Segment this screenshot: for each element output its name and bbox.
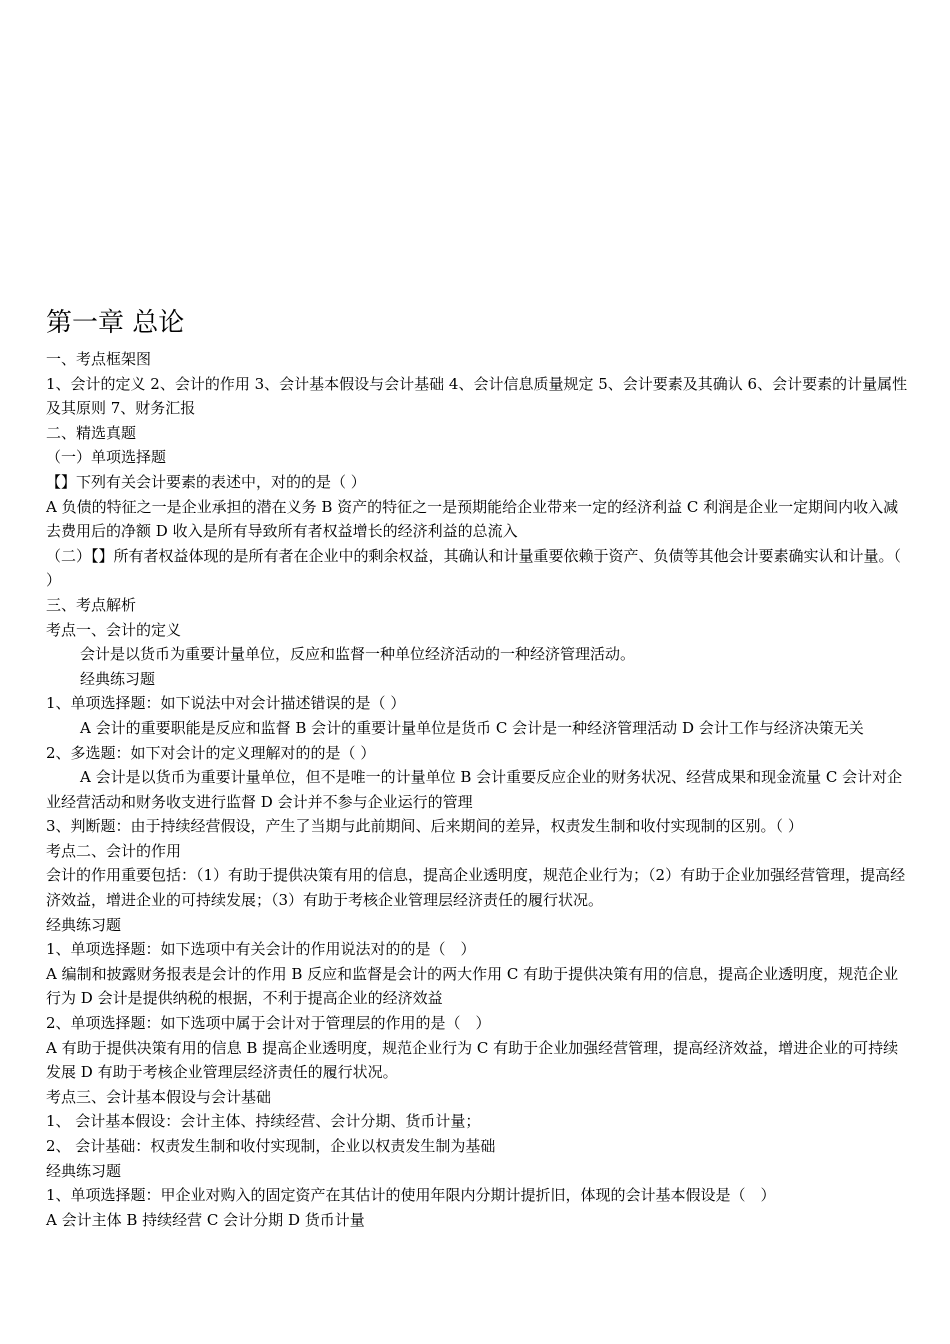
paragraph-line: 经典练习题: [80, 669, 156, 688]
chapter-title: 第一章 总论: [46, 308, 185, 338]
paragraph-line: 2、单项选择题：如下选项中属于会计对于管理层的作用的是（ ）: [46, 1014, 491, 1033]
paragraph-line: A 有助于提供决策有用的信息 B 提高企业透明度，规范企业行为 C 有助于企业加强经营管理，提高经济效益，增进企业的可持续发展 D 有助于考核企业管理层经济责任的履行状况。: [46, 1038, 899, 1082]
paragraph-line: 1、会计的定义 2、会计的作用 3、会计基本假设与会计基础 4、会计信息质量规定 5、会计要素及其确认 6、会计要素的计量属性及其原则 7、财务汇报: [46, 374, 908, 418]
paragraph-line: A 会计是以货币为重要计量单位，但不是唯一的计量单位 B 会计重要反应企业的财务状况、经营成果和现金流量 C 会计对企业经营活动和财务收支进行监督 D 会计并不参与企业运行的管理: [46, 768, 903, 811]
paragraph-line: 【】下列有关会计要素的表述中，对的的是（ ）: [46, 472, 366, 491]
paragraph-line: 3、判断题：由于持续经营假设，产生了当期与此前期间、后来期间的差异，权责发生制和收付实现制的区别。（ ）: [46, 817, 803, 836]
paragraph-line: 1、单项选择题：甲企业对购入的固定资产在其估计的使用年限内分期计提折旧，体现的会计基本假设是（ ）: [46, 1186, 776, 1205]
paragraph-line: （二）【】所有者权益体现的是所有者在企业中的剩余权益，其确认和计量重要依赖于资产、负债等其他会计要素确实认和计量。（ ）: [46, 546, 902, 590]
document-body: [46, 305, 908, 1232]
paragraph-line: A 会计主体 B 持续经营 C 会计分期 D 货币计量: [46, 1210, 365, 1229]
paragraph-list: [46, 347, 908, 1232]
paragraph-line: 一、考点框架图: [46, 350, 152, 368]
paragraph-line: 1、单项选择题：如下说法中对会计描述错误的是（ ）: [46, 694, 406, 713]
paragraph-line: 经典练习题: [46, 915, 122, 934]
paragraph-line: 考点一、会计的定义: [46, 620, 182, 639]
paragraph-line: A 负债的特征之一是企业承担的潜在义务 B 资产的特征之一是预期能给企业带来一定的经济利益 C 利润是企业一定期间内收入减去费用后的净额 D 收入是所有导致所有者权益增长的经济利益的总流入: [46, 497, 899, 541]
paragraph-line: 三、考点解析: [46, 595, 137, 614]
paragraph-line: 会计的作用重要包括：（1）有助于提供决策有用的信息，提高企业透明度，规范企业行为；（2）有助于企业加强经营管理，提高经济效益，增进企业的可持续发展；（3）有助于考核企业管理层经济责任的履行状况。: [46, 866, 906, 910]
paragraph-line: A 编制和披露财务报表是会计的作用 B 反应和监督是会计的两大作用 C 有助于提供决策有用的信息，提高企业透明度，规范企业行为 D 会计是提供纳税的根据，不利于提高企业的经济效益: [46, 964, 899, 1008]
paragraph-line: 2、 会计基础：权责发生制和收付实现制，企业以权责发生制为基础: [46, 1137, 496, 1155]
paragraph-line: （一）单项选择题: [46, 448, 167, 467]
paragraph-line: 经典练习题: [46, 1161, 122, 1180]
paragraph-line: 1、单项选择题：如下选项中有关会计的作用说法对的的是（ ）: [46, 940, 476, 959]
paragraph-line: 二、精选真题: [46, 423, 137, 442]
paragraph-line: A 会计的重要职能是反应和监督 B 会计的重要计量单位是货币 C 会计是一种经济管理活动 D 会计工作与经济决策无关: [80, 718, 864, 737]
paragraph-line: 考点二、会计的作用: [46, 841, 182, 860]
paragraph-line: 考点三、会计基本假设与会计基础: [46, 1087, 272, 1106]
paragraph-line: 2、多选题：如下对会计的定义理解对的的是（ ）: [46, 743, 376, 762]
paragraph-line: 会计是以货币为重要计量单位，反应和监督一种单位经济活动的一种经济管理活动。: [80, 645, 636, 664]
paragraph-line: 1、 会计基本假设：会计主体、持续经营、会计分期、货币计量；: [46, 1112, 481, 1131]
